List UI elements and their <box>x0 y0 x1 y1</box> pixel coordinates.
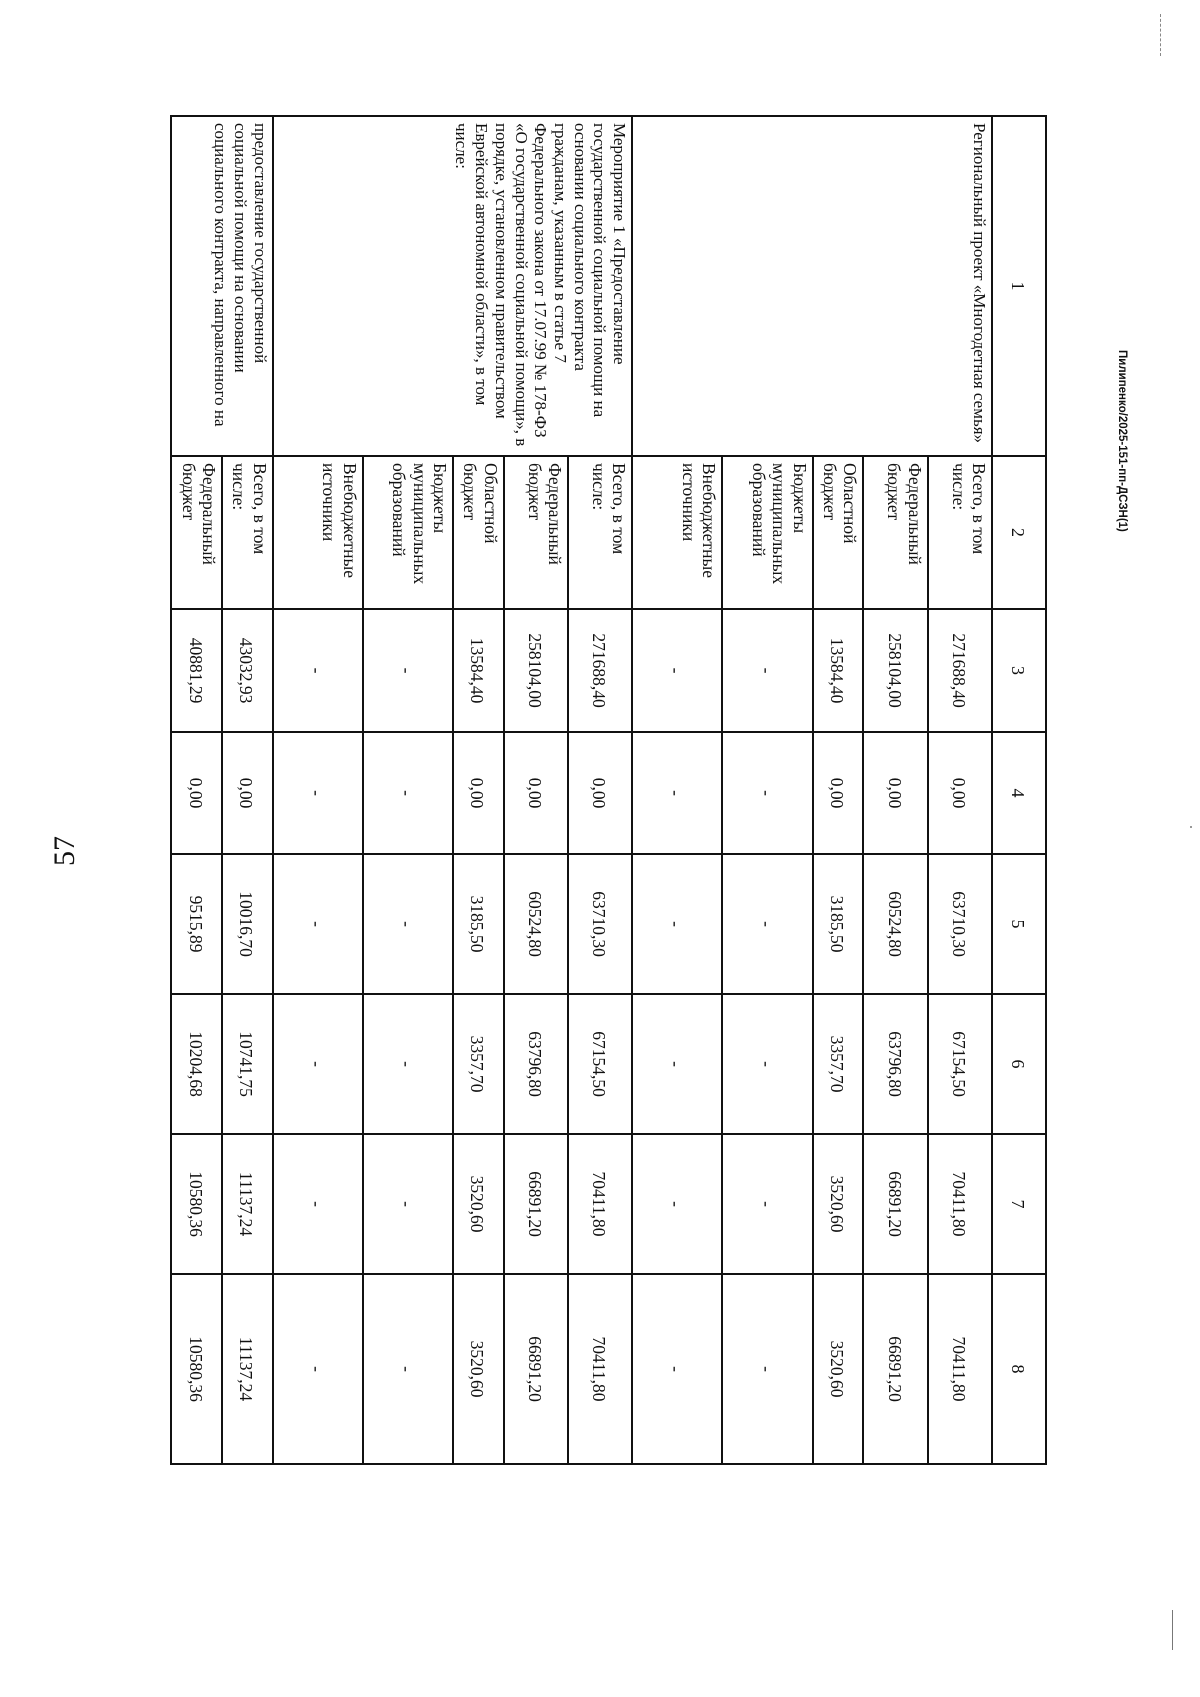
value-cell: - <box>722 854 812 994</box>
value-cell: 0,00 <box>171 732 222 854</box>
value-cell: 9515,89 <box>171 854 222 994</box>
value-cell: 3185,50 <box>453 854 504 994</box>
header-row <box>992 116 1046 1464</box>
value-cell: 3520,60 <box>453 1134 504 1274</box>
value-cell: - <box>632 732 722 854</box>
value-cell: - <box>632 854 722 994</box>
value-cell: 10580,36 <box>171 1134 222 1274</box>
value-cell: 271688,40 <box>928 609 992 732</box>
column-header: 3 <box>992 609 1046 732</box>
funding-source-cell: Федеральный бюджет <box>863 456 927 609</box>
funding-source-cell: Внебюджетные источники <box>273 456 363 609</box>
value-cell: 10016,70 <box>222 854 273 994</box>
value-cell: - <box>722 732 812 854</box>
value-cell: 3520,60 <box>813 1134 864 1274</box>
value-cell: 60524,80 <box>863 854 927 994</box>
scan-mark <box>1172 1610 1173 1650</box>
value-cell: 3520,60 <box>813 1274 864 1464</box>
value-cell: 60524,80 <box>504 854 568 994</box>
value-cell: 3357,70 <box>813 994 864 1134</box>
value-cell: - <box>363 854 453 994</box>
funding-source-cell: Областной бюджет <box>813 456 864 609</box>
value-cell: 271688,40 <box>568 609 632 732</box>
value-cell: 10580,36 <box>171 1274 222 1464</box>
funding-source-cell: Всего, в том числе: <box>222 456 273 609</box>
value-cell: 0,00 <box>504 732 568 854</box>
funding-source-cell: Федеральный бюджет <box>171 456 222 609</box>
value-cell: 258104,00 <box>863 609 927 732</box>
item-title-cell: предоставление государственной социальной помощи на основании социального контракта, направленного на <box>171 116 273 456</box>
value-cell: 66891,20 <box>863 1274 927 1464</box>
value-cell: - <box>363 609 453 732</box>
funding-source-cell: Областной бюджет <box>453 456 504 609</box>
value-cell: 63710,30 <box>928 854 992 994</box>
table-row <box>568 116 632 1464</box>
value-cell: 3520,60 <box>453 1274 504 1464</box>
value-cell: - <box>722 994 812 1134</box>
scan-mark <box>1160 14 1162 56</box>
value-cell: - <box>632 1134 722 1274</box>
document-code: Пилипенко/2025-151-пп-ДСЗН(1) <box>1116 350 1128 532</box>
value-cell: - <box>363 732 453 854</box>
value-cell: 70411,80 <box>928 1134 992 1274</box>
value-cell: 70411,80 <box>568 1274 632 1464</box>
value-cell: 0,00 <box>453 732 504 854</box>
value-cell: 70411,80 <box>928 1274 992 1464</box>
funding-source-cell: Бюджеты муниципальных образований <box>722 456 812 609</box>
table-row <box>928 116 992 1464</box>
funding-source-cell: Бюджеты муниципальных образований <box>363 456 453 609</box>
table-row <box>222 116 273 1464</box>
value-cell: - <box>632 1274 722 1464</box>
value-cell: 0,00 <box>568 732 632 854</box>
scan-speck <box>1190 826 1192 828</box>
value-cell: 11137,24 <box>222 1134 273 1274</box>
value-cell: - <box>722 1274 812 1464</box>
value-cell: 70411,80 <box>568 1134 632 1274</box>
value-cell: - <box>363 1134 453 1274</box>
column-header: 1 <box>992 116 1046 456</box>
value-cell: 0,00 <box>928 732 992 854</box>
value-cell: 3357,70 <box>453 994 504 1134</box>
value-cell: 63796,80 <box>863 994 927 1134</box>
value-cell: 67154,50 <box>928 994 992 1134</box>
column-header: 4 <box>992 732 1046 854</box>
column-header: 6 <box>992 994 1046 1134</box>
value-cell: 11137,24 <box>222 1274 273 1464</box>
value-cell: - <box>363 1274 453 1464</box>
value-cell: 66891,20 <box>504 1274 568 1464</box>
value-cell: - <box>273 994 363 1134</box>
value-cell: - <box>363 994 453 1134</box>
funding-source-cell: Всего, в том числе: <box>568 456 632 609</box>
value-cell: - <box>273 854 363 994</box>
budget-table <box>170 115 1047 1465</box>
value-cell: - <box>632 609 722 732</box>
value-cell: 0,00 <box>863 732 927 854</box>
value-cell: - <box>722 609 812 732</box>
funding-source-cell: Федеральный бюджет <box>504 456 568 609</box>
value-cell: 43032,93 <box>222 609 273 732</box>
value-cell: 63710,30 <box>568 854 632 994</box>
value-cell: - <box>273 1274 363 1464</box>
value-cell: 66891,20 <box>863 1134 927 1274</box>
funding-source-cell: Всего, в том числе: <box>928 456 992 609</box>
value-cell: 40881,29 <box>171 609 222 732</box>
rotated-table-container <box>170 115 1047 1463</box>
column-header: 2 <box>992 456 1046 609</box>
value-cell: 63796,80 <box>504 994 568 1134</box>
column-header: 7 <box>992 1134 1046 1274</box>
value-cell: - <box>273 732 363 854</box>
value-cell: 0,00 <box>222 732 273 854</box>
page-number: 57 <box>48 836 81 866</box>
value-cell: 67154,50 <box>568 994 632 1134</box>
value-cell: - <box>632 994 722 1134</box>
value-cell: 3185,50 <box>813 854 864 994</box>
value-cell: 10741,75 <box>222 994 273 1134</box>
value-cell: 13584,40 <box>453 609 504 732</box>
item-title-cell: Мероприятие 1 «Предоставление государственной социальной помощи на основании социального контракта гражданам, указанным в статье 7 Федерального закона от 17.07.99 № 178-ФЗ «О государственной социальной помощи», в порядке, установленном правительством Еврейской автономной области», в том числе: <box>273 116 633 456</box>
funding-source-cell: Внебюджетные источники <box>632 456 722 609</box>
value-cell: - <box>273 1134 363 1274</box>
item-title-cell: Региональный проект «Многодетная семья» <box>632 116 992 456</box>
value-cell: 66891,20 <box>504 1134 568 1274</box>
value-cell: - <box>273 609 363 732</box>
value-cell: 10204,68 <box>171 994 222 1134</box>
value-cell: - <box>722 1134 812 1274</box>
column-header: 5 <box>992 854 1046 994</box>
value-cell: 13584,40 <box>813 609 864 732</box>
column-header: 8 <box>992 1274 1046 1464</box>
value-cell: 258104,00 <box>504 609 568 732</box>
value-cell: 0,00 <box>813 732 864 854</box>
